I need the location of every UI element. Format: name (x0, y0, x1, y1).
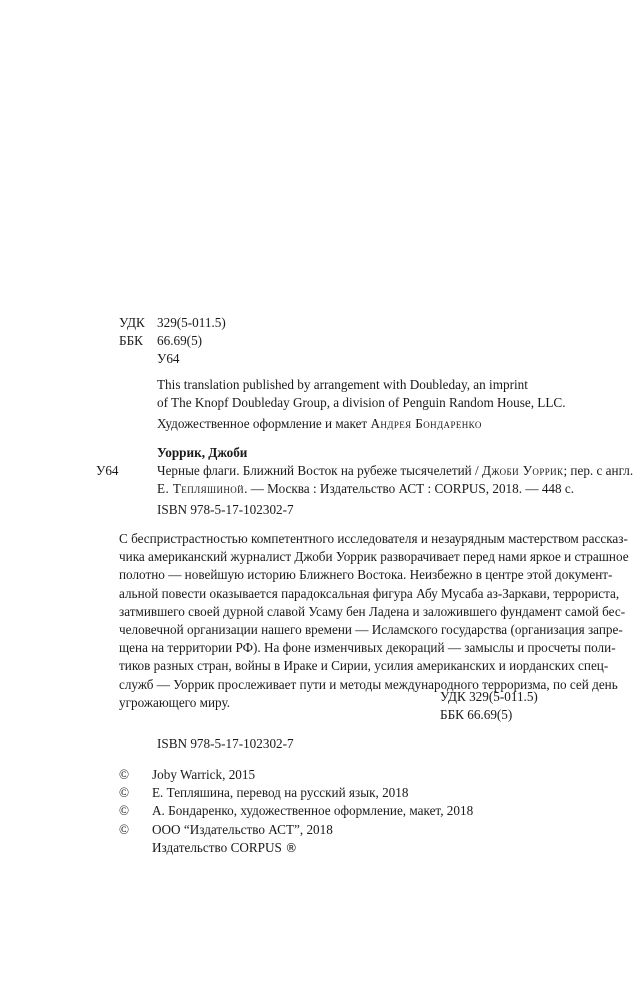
classification-block (119, 314, 226, 369)
udk-repeat: УДК 329(5-011.5) (440, 689, 538, 704)
udk-value: 329(5-011.5) (157, 315, 226, 330)
abstract-line: затмившего своей дурной славой Усаму бен Ладена и заложившего фундамент самой бес- (119, 603, 626, 619)
author-heading: Уоррик, Джоби (157, 445, 248, 460)
abstract-line: служб — Уоррик прослеживает пути и методы международного терроризма, по сей день (119, 676, 618, 692)
abstract-line: тиков разных стран, войны в Ираке и Сирии, усилия американских и иорданских спец- (119, 658, 609, 674)
design-credit-name: Андрея Бондаренко (370, 416, 482, 431)
copyright-symbol: © (119, 785, 130, 801)
copyright-row (119, 784, 473, 802)
bbk-repeat: ББК 66.69(5) (440, 707, 513, 723)
bib-title: Черные флаги. Ближний Восток на рубеже тысячелетий / (157, 463, 482, 479)
bibliographic-record (96, 444, 634, 499)
bib-line-1-tail: ; пер. с англ. (563, 463, 634, 479)
bib-line-1 (96, 462, 634, 480)
publisher-row (119, 839, 473, 857)
bib-translator: Е. Тепляшиной (157, 481, 245, 497)
translation-note-line-1: This translation published by arrangement with Doubleday, an imprint (157, 377, 528, 392)
isbn-top (157, 501, 294, 519)
isbn-bottom-text: ISBN 978-5-17-102302-7 (157, 736, 294, 751)
abstract-line: альной повести оказывается парадоксальная фигура Абу Мусаба аз-Заркави, террориста, (119, 585, 620, 601)
copyright-text: Joby Warrick, 2015 (152, 767, 256, 782)
copyright-text: А. Бондаренко, художественное оформление, макет, 2018 (152, 803, 474, 819)
abstract (119, 530, 629, 712)
copyright-row (119, 766, 473, 784)
copyright-text: Е. Тепляшина, перевод на русский язык, 2018 (152, 785, 409, 801)
udk-label: УДК (119, 315, 145, 330)
author-code-row (119, 350, 226, 368)
bbk-label: ББК (119, 333, 143, 349)
abstract-line: угрожающего миру. (119, 694, 231, 710)
bib-author-code: У64 (96, 463, 119, 479)
copyright-block (119, 766, 473, 857)
isbn-bottom (157, 735, 294, 753)
isbn-top-text: ISBN 978-5-17-102302-7 (157, 502, 294, 517)
bbk-value: 66.69(5) (157, 333, 203, 349)
abstract-line: С беспристрастностью компетентного исследователя и незаурядным мастерством рассказ- (119, 531, 628, 546)
translation-note-line-2: of The Knopf Doubleday Group, a division of Penguin Random House, LLC. (157, 395, 566, 411)
abstract-line: полотно — новейшую историю Ближнего Востока. Неизбежно в центре этой документ- (119, 567, 613, 583)
design-credit (157, 415, 482, 433)
bib-line-2-tail: . — Москва : Издательство АСТ : CORPUS, 2018. — 448 с. (244, 481, 575, 497)
abstract-line: щена на территории РФ). На фоне изменчивых декораций — замыслы и просчеты поли- (119, 640, 616, 656)
bib-line-2 (157, 480, 633, 498)
design-credit-prefix: Художественное оформление и макет (157, 416, 368, 431)
translation-note (157, 376, 566, 412)
copyright-symbol: © (119, 767, 130, 782)
author-code: У64 (157, 351, 180, 367)
copyright-row (119, 821, 473, 839)
bbk-row (119, 332, 226, 350)
copyright-symbol: © (119, 803, 130, 819)
udk-row (119, 314, 226, 332)
copyright-text: ООО “Издательство АСТ”, 2018 (152, 821, 333, 837)
abstract-line: человечной организации нашего времени — Исламского государства (организация запре- (119, 622, 623, 638)
bib-author-smallcaps: Джоби Уоррик (482, 463, 564, 479)
abstract-line: чика американский журналист Джоби Уоррик разворачивает перед нами яркое и страшное (119, 549, 629, 565)
publisher-name: Издательство CORPUS (152, 839, 282, 855)
classification-repeat (440, 688, 538, 724)
copyright-symbol: © (119, 821, 130, 837)
copyright-row (119, 802, 473, 820)
registered-mark: ® (285, 840, 298, 855)
